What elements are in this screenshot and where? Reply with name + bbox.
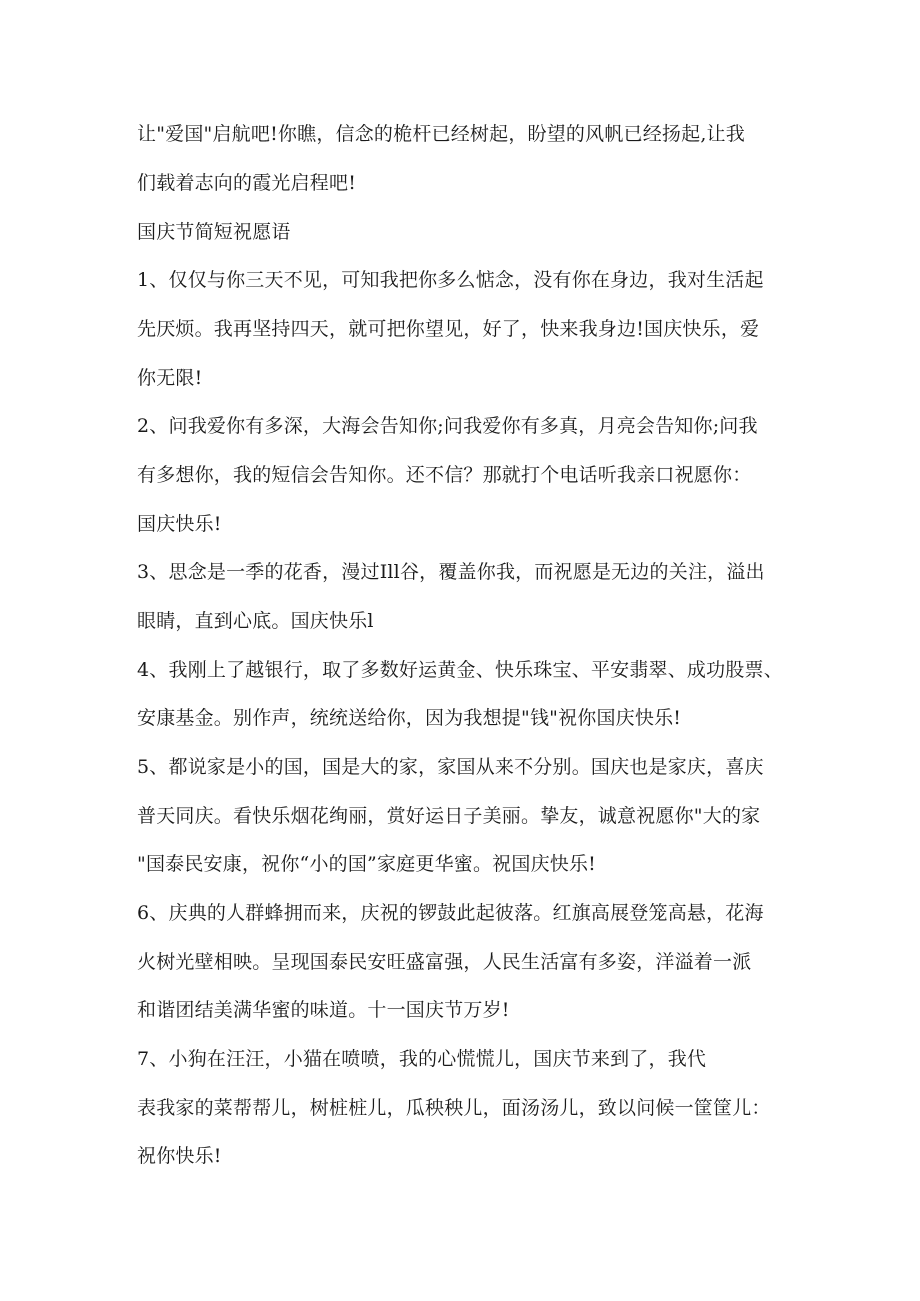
text-line-6: 你无限!	[137, 367, 203, 389]
text-line-22: 祝你快乐!	[137, 1145, 222, 1167]
text-line-16: "国泰民安康，祝你“小的国”家庭更华蜜。祝国庆快乐!	[137, 853, 597, 875]
text-line-7: 2、问我爱你有多深，大海会告知你;问我爱你有多真，月亮会告知你;问我	[137, 415, 758, 437]
text-line-5: 先厌烦。我再坚持四天，就可把你望见，好了，快来我身边!国庆快乐，爱	[137, 318, 760, 340]
text-line-12: 4、我刚上了越银行，取了多数好运黄金、快乐珠宝、平安翡翠、成功股票、	[137, 659, 783, 681]
text-line-2: 们载着志向的霞光启程吧!	[137, 172, 357, 194]
text-line-11: 眼睛，直到心底。国庆快乐l	[137, 610, 374, 632]
text-line-21: 表我家的菜帮帮儿，树桩桩儿，瓜秧秧儿，面汤汤儿，致以问候一筐筐儿：	[137, 1097, 771, 1119]
text-line-10: 3、思念是一季的花香，漫过Ill谷，覆盖你我，而祝愿是无边的关注，溢出	[137, 561, 765, 583]
text-line-1: 让"爱国"启航吧!你瞧，信念的桅杆已经树起，盼望的风帆已经扬起,让我	[137, 123, 745, 145]
text-line-13: 安康基金。别作声，统统送给你，因为我想提"钱"祝你国庆快乐!	[137, 707, 682, 729]
text-line-8: 有多想你，我的短信会告知你。还不信？那就打个电话听我亲口祝愿你：	[137, 464, 752, 486]
text-line-17: 6、庆典的人群蜂拥而来，庆祝的锣鼓此起彼落。红旗高展登笼高悬，花海	[137, 902, 764, 924]
text-line-15: 普天同庆。看快乐烟花绚丽，赏好运日子美丽。挚友，诚意祝愿你"大的家	[137, 805, 761, 827]
text-line-9: 国庆快乐!	[137, 513, 222, 535]
text-line-18: 火树光壁相映。呈现国泰民安旺盛富强，人民生活富有多姿，洋溢着一派	[137, 951, 752, 973]
section-heading: 国庆节简短祝愿语	[137, 221, 291, 243]
text-line-20: 7、小狗在汪汪，小猫在喷喷，我的心慌慌儿，国庆节来到了，我代	[137, 1048, 707, 1070]
text-line-4: 1、仅仅与你三天不见，可知我把你多么惦念，没有你在身边，我对生活起	[137, 269, 764, 291]
text-line-19: 和谐团结美满华蜜的味道。十一国庆节万岁!	[137, 999, 510, 1021]
text-line-14: 5、都说家是小的国，国是大的家，家国从来不分别。国庆也是家庆，喜庆	[137, 756, 764, 778]
